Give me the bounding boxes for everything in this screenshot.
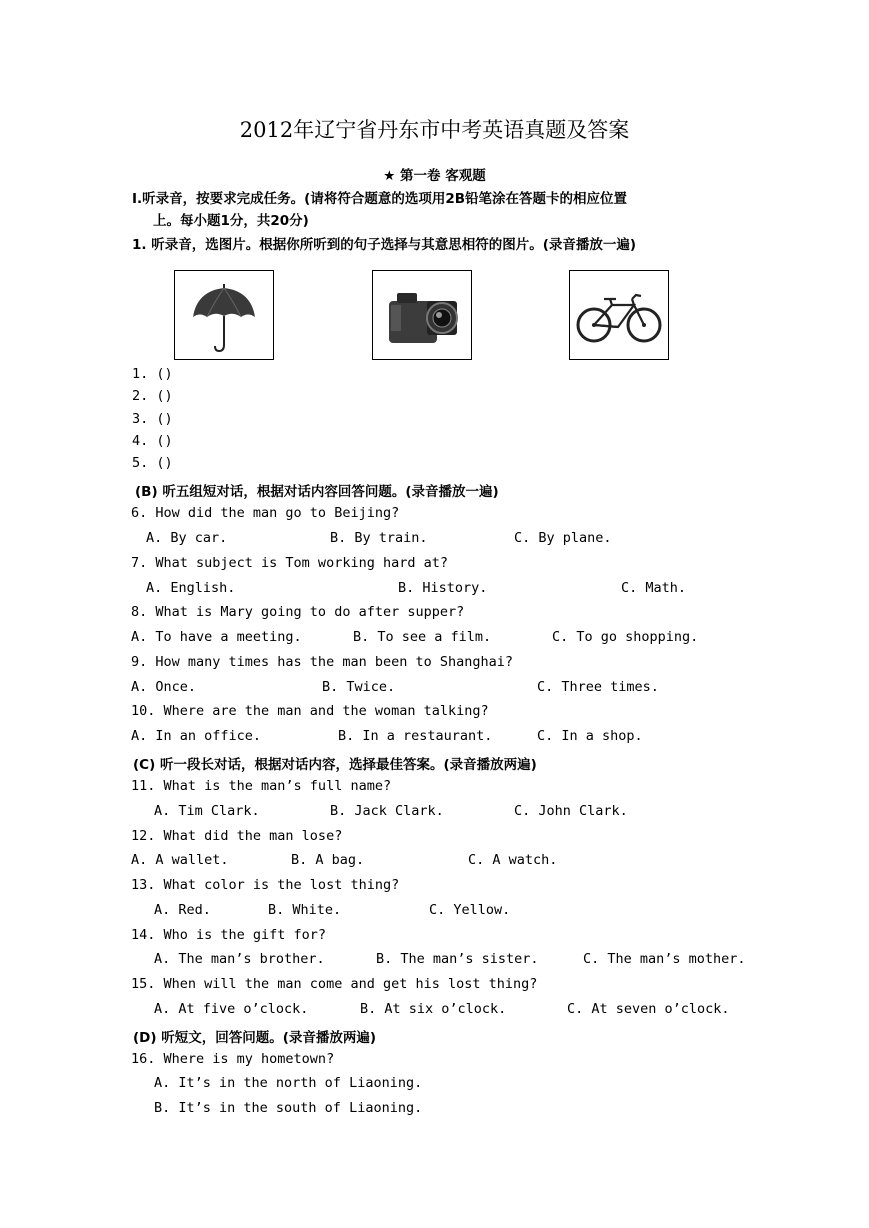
question-14: 14. Who is the gift for? <box>131 927 327 943</box>
picture-umbrella <box>174 270 274 360</box>
q12-option-c: C. A watch. <box>468 852 558 868</box>
question-6: 6. How did the man go to Beijing? <box>131 505 400 521</box>
question-8: 8. What is Mary going to do after supper? <box>131 604 465 620</box>
q8-option-b: B. To see a film. <box>353 629 492 645</box>
q14-option-a: A. The man’s brother. <box>154 951 325 967</box>
q15-option-b: B. At six o’clock. <box>360 1001 507 1017</box>
q13-option-a: A. Red. <box>154 902 211 918</box>
blank-2: 2. () <box>132 388 173 404</box>
q10-option-a: A. In an office. <box>131 728 262 744</box>
q16-option-a: A. It’s in the north of Liaoning. <box>154 1075 423 1091</box>
umbrella-icon <box>175 271 273 359</box>
q10-option-c: C. In a shop. <box>537 728 643 744</box>
blank-4: 4. () <box>132 433 173 449</box>
q11-option-c: C. John Clark. <box>514 803 628 819</box>
question-16: 16. Where is my hometown? <box>131 1051 335 1067</box>
q8-option-c: C. To go shopping. <box>552 629 699 645</box>
question-7: 7. What subject is Tom working hard at? <box>131 555 448 571</box>
q12-option-a: A. A wallet. <box>131 852 229 868</box>
q10-option-b: B. In a restaurant. <box>338 728 493 744</box>
q9-option-a: A. Once. <box>131 679 197 695</box>
section-b-instruction: (B) 听五组短对话，根据对话内容回答问题。(录音播放一遍) <box>135 484 499 500</box>
q14-option-c: C. The man’s mother. <box>583 951 746 967</box>
q6-option-a: A. By car. <box>146 530 228 546</box>
page-title: 2012年辽宁省丹东市中考英语真题及答案 <box>239 118 630 142</box>
q14-option-b: B. The man’s sister. <box>376 951 539 967</box>
q7-option-b: B. History. <box>398 580 488 596</box>
q11-option-b: B. Jack Clark. <box>330 803 444 819</box>
bicycle-icon <box>570 271 668 359</box>
q12-option-b: B. A bag. <box>291 852 365 868</box>
q15-option-a: A. At five o’clock. <box>154 1001 309 1017</box>
q11-option-a: A. Tim Clark. <box>154 803 260 819</box>
q13-option-b: B. White. <box>268 902 342 918</box>
q9-option-c: C. Three times. <box>537 679 659 695</box>
q6-option-c: C. By plane. <box>514 530 612 546</box>
question-15: 15. When will the man come and get his lost thing? <box>131 976 538 992</box>
section-1-instruction-line2: 上。每小题1分，共20分) <box>153 213 309 229</box>
camera-icon <box>373 271 471 359</box>
q8-option-a: A. To have a meeting. <box>131 629 302 645</box>
blank-1: 1. () <box>132 366 173 382</box>
part-heading: ★ 第一卷 客观题 <box>383 168 486 184</box>
q16-option-b: B. It’s in the south of Liaoning. <box>154 1100 423 1116</box>
q7-option-c: C. Math. <box>621 580 687 596</box>
section-c-instruction: (C) 听一段长对话，根据对话内容，选择最佳答案。(录音播放两遍) <box>133 757 537 773</box>
question-12: 12. What did the man lose? <box>131 828 343 844</box>
section-d-instruction: (D) 听短文，回答问题。(录音播放两遍) <box>133 1030 377 1046</box>
blank-3: 3. () <box>132 411 173 427</box>
question-13: 13. What color is the lost thing? <box>131 877 400 893</box>
task-a-instruction: 1. 听录音，选图片。根据你所听到的句子选择与其意思相符的图片。(录音播放一遍) <box>132 237 637 253</box>
blank-5: 5. () <box>132 455 173 471</box>
question-10: 10. Where are the man and the woman talking? <box>131 703 489 719</box>
question-11: 11. What is the man’s full name? <box>131 778 392 794</box>
q15-option-c: C. At seven o’clock. <box>567 1001 730 1017</box>
question-9: 9. How many times has the man been to Shanghai? <box>131 654 514 670</box>
q7-option-a: A. English. <box>146 580 236 596</box>
picture-bicycle <box>569 270 669 360</box>
q6-option-b: B. By train. <box>330 530 428 546</box>
picture-camera <box>372 270 472 360</box>
q9-option-b: B. Twice. <box>322 679 396 695</box>
q13-option-c: C. Yellow. <box>429 902 511 918</box>
section-1-instruction-line1: Ⅰ.听录音，按要求完成任务。(请将符合题意的选项用2B铅笔涂在答题卡的相应位置 <box>132 191 628 207</box>
